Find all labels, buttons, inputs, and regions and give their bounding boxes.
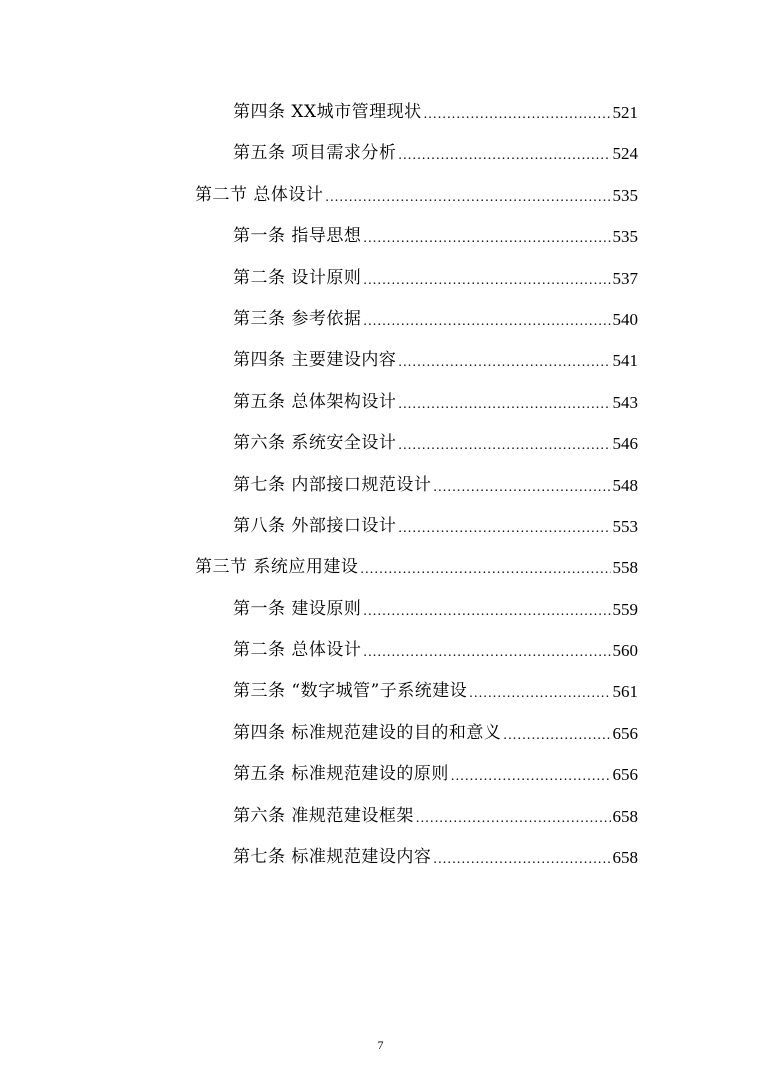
toc-entry-title: 第四条 标准规范建设的目的和意义 [233,722,502,743]
toc-entry-title: 第二条 总体设计 [233,640,362,661]
toc-entry[interactable] [0,630,638,671]
toc-page-number: 546 [612,434,638,454]
toc-dot-leader [398,508,610,549]
toc-page-number: 537 [612,268,638,288]
toc-section-title: 第二节 总体设计 [195,184,324,205]
toc-dot-leader [363,218,610,259]
toc-dot-leader [503,715,610,756]
toc-entry[interactable] [0,837,638,878]
toc-entry-title: 第七条 内部接口规范设计 [233,474,432,495]
toc-entry[interactable] [0,754,638,795]
toc-entry-title: 第三条 参考依据 [233,308,362,329]
toc-entry[interactable] [0,713,638,754]
toc-entry-title: 第五条 总体架构设计 [233,391,397,412]
toc-entry-title: 第七条 标准规范建设内容 [233,847,432,868]
toc-entry-title: 第五条 标准规范建设的原则 [233,764,449,785]
toc-dot-leader [363,591,610,632]
toc-dot-leader [398,425,610,466]
toc-page-number: 558 [612,558,638,578]
toc-page-number: 560 [612,641,638,661]
toc-entry-title: 第四条 XX城市管理现状 [233,102,422,122]
toc-page-number: 548 [612,475,638,495]
toc-dot-leader [451,756,611,797]
toc-entry[interactable] [0,506,638,547]
toc-entry[interactable] [0,216,638,257]
toc-section-entry[interactable] [0,547,638,588]
toc-entry[interactable] [0,299,638,340]
toc-entry[interactable] [0,589,638,630]
toc-entry[interactable] [0,382,638,423]
toc-page-number: 535 [612,185,638,205]
toc-entry[interactable] [0,340,638,381]
toc-section-entry[interactable] [0,175,638,216]
footer-page-number: 7 [377,1038,384,1052]
table-of-contents [0,92,761,878]
toc-entry[interactable] [0,423,638,464]
toc-page-number: 656 [612,723,638,743]
toc-dot-leader [363,632,610,673]
toc-dot-leader [469,673,610,714]
toc-entry[interactable] [0,796,638,837]
toc-page-number: 524 [612,144,638,164]
toc-dot-leader [363,301,610,342]
toc-entry-title: 第五条 项目需求分析 [233,143,397,164]
toc-entry-title: 第一条 指导思想 [233,226,362,247]
toc-entry[interactable] [0,258,638,299]
toc-dot-leader [424,94,611,135]
toc-entry[interactable] [0,92,638,133]
toc-dot-leader [325,177,610,218]
toc-entry[interactable] [0,133,638,174]
toc-page-number: 553 [612,516,638,536]
toc-dot-leader [398,342,610,383]
toc-dot-leader [360,549,610,590]
toc-page-number: 561 [612,682,638,702]
toc-dot-leader [398,135,610,176]
toc-page-number: 540 [612,309,638,329]
toc-page-number: 658 [612,848,638,868]
toc-dot-leader [398,384,610,425]
toc-page-number: 658 [612,806,638,826]
toc-dot-leader [363,260,610,301]
toc-page-number: 541 [612,351,638,371]
toc-entry[interactable] [0,465,638,506]
toc-entry-title: 第六条 系统安全设计 [233,433,397,454]
toc-entry-title: 第一条 建设原则 [233,598,362,619]
toc-page-number: 656 [612,765,638,785]
toc-dot-leader [433,839,610,880]
toc-dot-leader [433,467,610,508]
toc-dot-leader [416,798,611,839]
toc-entry-title: 第二条 设计原则 [233,267,362,288]
toc-page-number: 521 [612,103,638,122]
toc-entry-title: 第八条 外部接口设计 [233,515,397,536]
toc-entry-title: 第六条 准规范建设框架 [233,805,414,826]
toc-page-number: 535 [612,227,638,247]
toc-page-number: 559 [612,599,638,619]
toc-page-number: 543 [612,392,638,412]
toc-entry-title: 第三条 “数字城管”子系统建设 [233,681,468,702]
toc-entry-title: 第四条 主要建设内容 [233,350,397,371]
toc-entry[interactable] [0,671,638,712]
toc-section-title: 第三节 系统应用建设 [195,557,359,578]
